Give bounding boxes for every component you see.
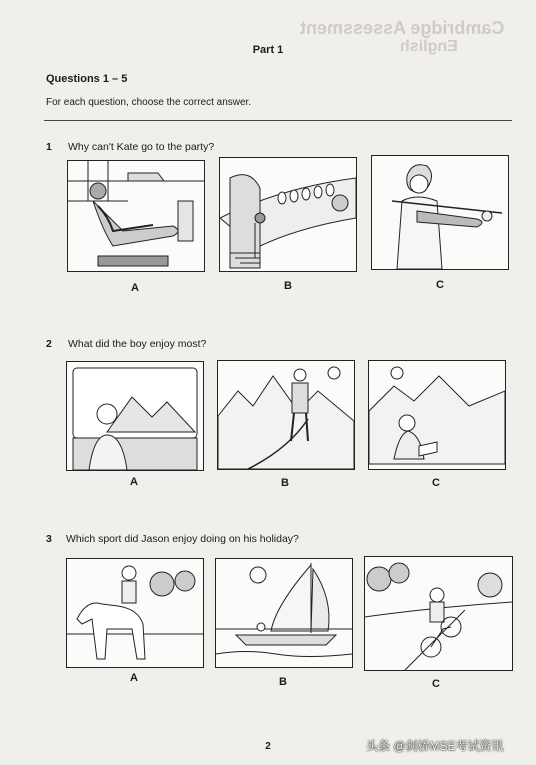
sailboat-illustration [216, 559, 352, 667]
instruction-text: For each question, choose the correct answer. [46, 97, 252, 108]
boy-drawing-illustration [369, 361, 505, 469]
dentist-chair-illustration [68, 161, 204, 271]
question-text: Why can't Kate go to the party? [68, 141, 215, 153]
option-3c-picture[interactable] [364, 556, 513, 671]
mountain-hiker-illustration [218, 361, 354, 469]
watermark-text: 头条 @剑桥MSE考试资讯 [366, 739, 504, 753]
airplane-door-illustration [220, 158, 356, 271]
option-2c-picture[interactable] [368, 360, 506, 470]
option-label: C [436, 279, 444, 291]
option-3a-picture[interactable] [66, 558, 204, 668]
option-2a-picture[interactable] [66, 361, 204, 471]
option-label: B [281, 477, 289, 489]
divider [44, 120, 512, 121]
option-2b-picture[interactable] [217, 360, 355, 470]
cyclist-illustration [365, 557, 512, 670]
train-window-illustration [67, 362, 203, 470]
violin-player-illustration [372, 156, 508, 269]
option-1b-picture[interactable] [219, 157, 357, 272]
question-text: Which sport did Jason enjoy doing on his holiday? [66, 533, 299, 545]
show-through-logo: Cambridge Assessment [300, 18, 505, 38]
option-label: C [432, 477, 440, 489]
option-3b-picture[interactable] [215, 558, 353, 668]
question-text: What did the boy enjoy most? [68, 338, 207, 350]
question-number: 2 [46, 338, 52, 350]
option-label: B [284, 280, 292, 292]
question-number: 1 [46, 141, 52, 153]
option-1a-picture[interactable] [67, 160, 205, 272]
question-number: 3 [46, 533, 52, 545]
option-label: A [130, 672, 138, 684]
option-label: A [131, 282, 139, 294]
option-label: B [279, 676, 287, 688]
option-1c-picture[interactable] [371, 155, 509, 270]
option-label: C [432, 678, 440, 690]
section-title: Questions 1 – 5 [46, 73, 128, 85]
horse-rider-illustration [67, 559, 203, 667]
part-title: Part 1 [252, 44, 284, 56]
page-number: 2 [265, 741, 271, 752]
show-through-logo-2: English [400, 38, 458, 55]
option-label: A [130, 476, 138, 488]
